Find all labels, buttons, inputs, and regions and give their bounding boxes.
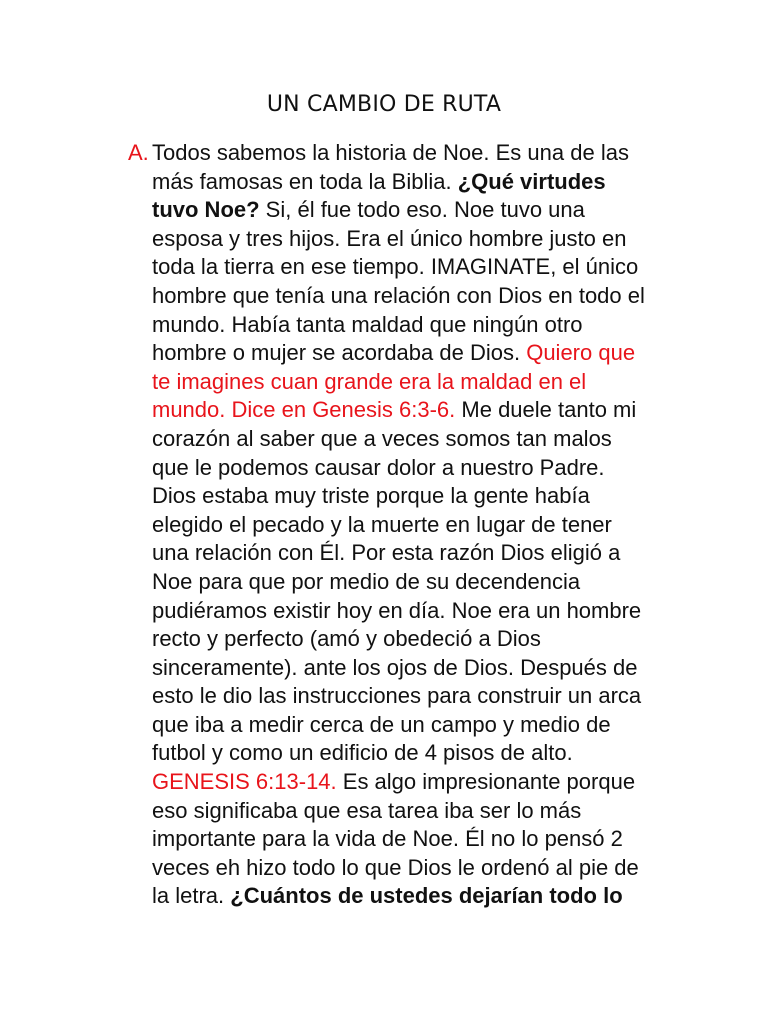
text-line: [152, 825, 682, 854]
text-segment: futbol y como un edificio de 4 pisos de alto.: [152, 740, 573, 766]
bible-reference-text: GENESIS 6:13-14.: [152, 769, 337, 795]
text-segment: Dios estaba muy triste porque la gente había: [152, 483, 590, 509]
bible-reference-text: mundo. Dice en Genesis 6:3-6.: [152, 397, 456, 423]
text-segment: elegido el pecado y la muerte en lugar de tener: [152, 511, 612, 537]
text-segment: más famosas en toda la Biblia.: [152, 168, 458, 194]
text-segment: que le podemos causar dolor a nuestro Padre.: [152, 454, 605, 480]
text-line: [152, 311, 682, 340]
text-line: [152, 625, 682, 654]
emphasis-text: ¿Cuántos de ustedes dejarían todo lo: [230, 883, 623, 909]
text-segment: corazón al saber que a veces somos tan malos: [152, 425, 612, 451]
text-segment: toda la tierra en ese tiempo. IMAGINATE, el único: [152, 254, 639, 280]
text-line: [152, 196, 682, 225]
text-line: [152, 882, 682, 911]
text-segment: hombre o mujer se acordaba de Dios.: [152, 340, 527, 366]
text-line: [152, 539, 682, 568]
text-segment: Es algo impresionante porque: [336, 769, 636, 795]
text-line: [152, 253, 682, 282]
text-line: [152, 482, 682, 511]
text-line: [152, 768, 682, 797]
text-line: [152, 511, 682, 540]
bible-reference-text: Quiero que: [526, 340, 636, 366]
text-line: [152, 425, 682, 454]
text-segment: mundo. Había tanta maldad que ningún otro: [152, 311, 583, 337]
text-segment: Todos sabemos la historia de Noe. Es una de las: [152, 140, 629, 165]
paragraph-body: [152, 139, 682, 911]
emphasis-text: tuvo Noe?: [152, 197, 260, 223]
text-line: [152, 225, 682, 254]
text-segment: eso significaba que esa tarea iba ser lo más: [152, 797, 582, 823]
text-line: [152, 597, 682, 626]
text-segment: la letra.: [152, 883, 231, 909]
text-segment: veces eh hizo todo lo que Dios le ordenó al pie de: [152, 854, 639, 880]
text-line: [152, 854, 682, 883]
text-line: [152, 282, 682, 311]
emphasis-text: ¿Qué virtudes: [457, 168, 606, 194]
text-segment: sinceramente). ante los ojos de Dios. Después de: [152, 654, 638, 680]
text-line: [152, 654, 682, 683]
text-segment: hombre que tenía una relación con Dios en todo el: [152, 282, 645, 308]
list-marker: A.: [128, 140, 149, 165]
text-segment: pudiéramos existir hoy en día. Noe era un hombre: [152, 597, 642, 623]
text-segment: Noe para que por medio de su decendencia: [152, 568, 581, 594]
text-segment: esposa y tres hijos. Era el único hombre justo en: [152, 225, 627, 251]
text-segment: que iba a medir cerca de un campo y medio de: [152, 711, 611, 737]
text-segment: una relación con Él. Por esta razón Dios eligió a: [152, 540, 621, 566]
page-title: UN CAMBIO DE RUTA: [266, 92, 502, 117]
text-line: [152, 396, 682, 425]
text-line: [152, 682, 682, 711]
text-line: [152, 711, 682, 740]
text-line: [152, 739, 682, 768]
text-segment: Si, él fue todo eso. Noe tuvo una: [259, 197, 585, 223]
text-segment: Me duele tanto mi: [455, 397, 637, 423]
text-segment: importante para la vida de Noe. Él no lo pensó 2: [152, 826, 623, 852]
text-segment: recto y perfecto (amó y obedeció a Dios: [152, 626, 541, 652]
text-segment: esto le dio las instrucciones para construir un arca: [152, 683, 642, 709]
text-line: [152, 454, 682, 483]
text-line: [152, 368, 682, 397]
bible-reference-text: te imagines cuan grande era la maldad en el: [152, 368, 587, 394]
text-line: [152, 568, 682, 597]
text-line: [152, 139, 682, 168]
text-line: [152, 797, 682, 826]
text-line: [152, 339, 682, 368]
text-line: [152, 168, 682, 197]
